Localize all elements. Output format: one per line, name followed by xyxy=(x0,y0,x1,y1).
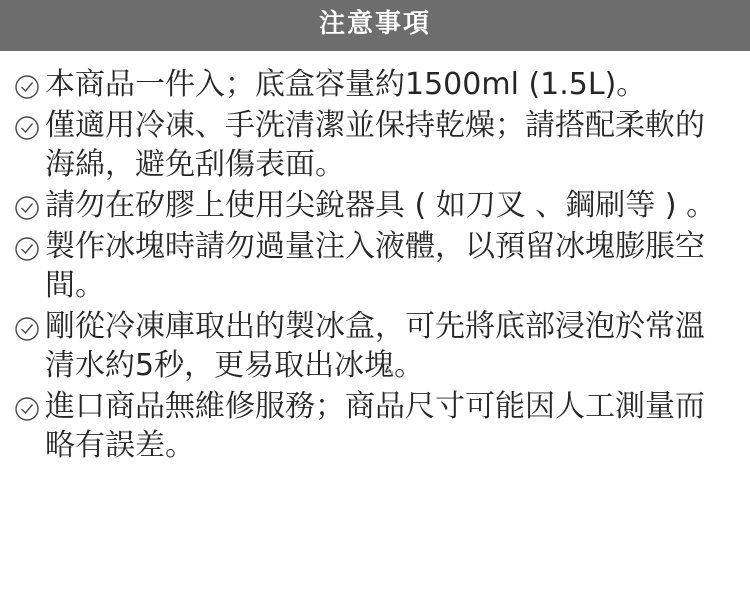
list-item xyxy=(14,387,732,465)
notice-item-text: 製作冰塊時請勿過量注入液體，以預留冰塊膨脹空間。 xyxy=(45,229,705,304)
notice-item-text: 進口商品無維修服務；商品尺寸可能因人工測量而略有誤差。 xyxy=(45,389,705,464)
notice-header xyxy=(0,0,750,51)
check-circle-icon xyxy=(14,396,42,422)
list-item xyxy=(14,106,732,184)
notice-item-text: 本商品一件入；底盒容量約1500ml (1.5L)。 xyxy=(45,67,647,103)
notice-item-text: 請勿在矽膠上使用尖銳器具 ( 如刀叉 、鋼刷等 ) 。 xyxy=(45,188,717,224)
notice-list xyxy=(14,65,732,465)
list-item xyxy=(14,307,732,385)
page-title: 注意事項 xyxy=(318,9,431,39)
list-item xyxy=(14,186,732,225)
check-circle-icon xyxy=(14,236,42,262)
check-circle-icon xyxy=(14,74,42,100)
notice-item-text: 剛從冷凍庫取出的製冰盒，可先將底部浸泡於常溫清水約5秒，更易取出冰塊。 xyxy=(45,309,705,384)
check-circle-icon xyxy=(14,316,42,342)
list-item xyxy=(14,227,732,305)
notice-item-text: 僅適用冷凍、手洗清潔並保持乾燥；請搭配柔軟的海綿，避免刮傷表面。 xyxy=(45,108,705,183)
check-circle-icon xyxy=(14,195,42,221)
check-circle-icon xyxy=(14,115,42,141)
list-item xyxy=(14,65,732,104)
notice-body xyxy=(0,51,750,590)
